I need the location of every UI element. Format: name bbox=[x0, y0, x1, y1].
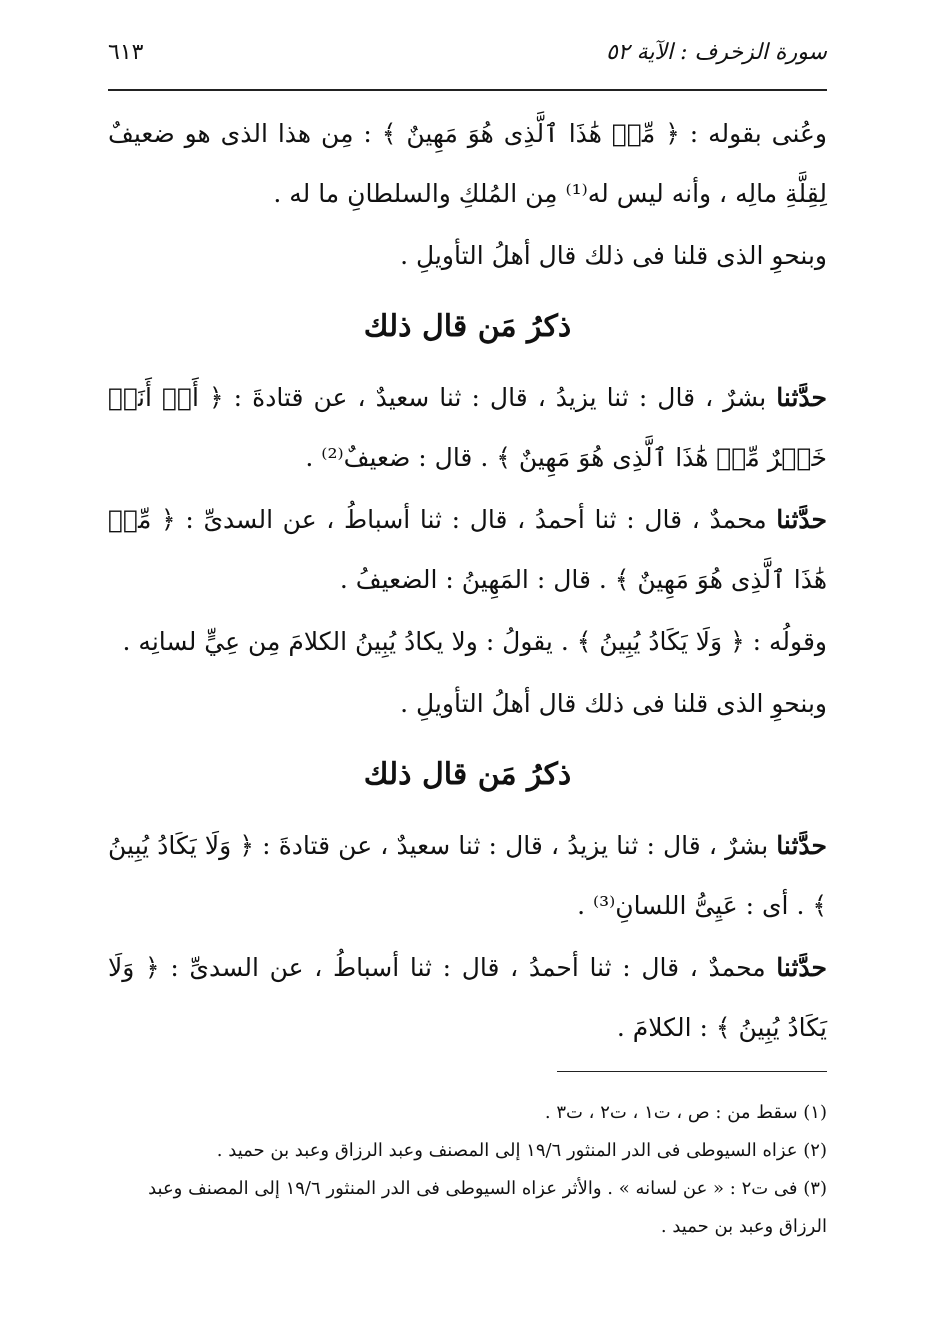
paragraph-8 bbox=[108, 938, 827, 1058]
paragraph-2: وبنحوِ الذى قلنا فى ذلك قال أهلُ التأويلِ . bbox=[400, 241, 827, 270]
footnote-divider bbox=[557, 1071, 827, 1072]
paragraph-6: وبنحوِ الذى قلنا فى ذلك قال أهلُ التأويلِ . bbox=[400, 689, 827, 718]
section-heading-2: ذكرُ مَن قال ذلك bbox=[363, 757, 572, 792]
isnad-opening: حدَّثنا bbox=[776, 383, 827, 412]
section-heading-1: ذكرُ مَن قال ذلك bbox=[363, 309, 572, 344]
page-number: ٦١٣ bbox=[108, 40, 144, 65]
isnad-opening: حدَّثنا bbox=[776, 831, 827, 860]
footnotes bbox=[108, 1094, 827, 1246]
isnad-opening: حدَّثنا bbox=[776, 953, 827, 982]
paragraph-5: وقولُه : ﴿ وَلَا يَكَادُ يُبِينُ ﴾ . يقولُ : ولا يكادُ يُبِينُ الكلامَ مِن عِيٍّ لسانِه . bbox=[122, 627, 827, 656]
paragraph-3-text: بشرٌ ، قال : ثنا يزيدُ ، قال : ثنا سعيدٌ ، عن قتادةَ : ﴿ أَمۡ أَنَا۠ خَيۡرٌ مِّنۡ هَٰذَا ٱلَّذِى هُوَ مَهِينٌ ﴾ . قال : ضعيفٌ⁽²⁾ . bbox=[108, 383, 827, 472]
header-divider bbox=[108, 89, 827, 91]
header-title: سورة الزخرف : الآية ٥٢ bbox=[605, 40, 827, 65]
paragraph-1: وعُنى بقوله : ﴿ مِّنۡ هَٰذَا ٱلَّذِى هُوَ مَهِينٌ ﴾ : مِن هذا الذى هو ضعيفٌ لِقِلَّةِ مالِه ، وأنه ليس له⁽¹⁾ مِن المُلكِ والسلطانِ ما له . bbox=[108, 119, 827, 208]
paragraph-3 bbox=[108, 368, 827, 488]
footnote-2: (٢) عزاه السيوطى فى الدر المنثور ١٩/٦ إلى المصنف وعبد الرزاق وعبد بن حميد . bbox=[216, 1140, 827, 1161]
isnad-opening: حدَّثنا bbox=[776, 505, 827, 534]
paragraph-8-text: محمدٌ ، قال : ثنا أحمدُ ، قال : ثنا أسباطُ ، عن السدىِّ : ﴿ وَلَا يَكَادُ يُبِينُ ﴾ : الكلامَ . bbox=[108, 953, 827, 1042]
paragraph-4 bbox=[108, 490, 827, 610]
paragraph-7 bbox=[108, 816, 827, 936]
paragraph-4-text: محمدٌ ، قال : ثنا أحمدُ ، قال : ثنا أسباطُ ، عن السدىِّ : ﴿ مِّنۡ هَٰذَا ٱلَّذِى هُوَ مَهِينٌ ﴾ . قال : المَهِينُ : الضعيفُ . bbox=[108, 505, 827, 594]
footnote-1: (١) سقط من : ص ، ت١ ، ت٢ ، ت٣ . bbox=[544, 1102, 827, 1123]
main-text bbox=[108, 104, 827, 1058]
paragraph-7-text: بشرٌ ، قال : ثنا يزيدُ ، قال : ثنا سعيدٌ ، عن قتادةَ : ﴿ وَلَا يَكَادُ يُبِينُ ﴾ . أى : عَيِىُّ اللسانِ⁽³⁾ . bbox=[108, 831, 827, 920]
running-header bbox=[108, 30, 827, 86]
footnote-3: (٣) فى ت٢ : « عن لسانه » . والأثر عزاه السيوطى فى الدر المنثور ١٩/٦ إلى المصنف وعبد الرزاق وعبد بن حميد . bbox=[148, 1178, 827, 1237]
